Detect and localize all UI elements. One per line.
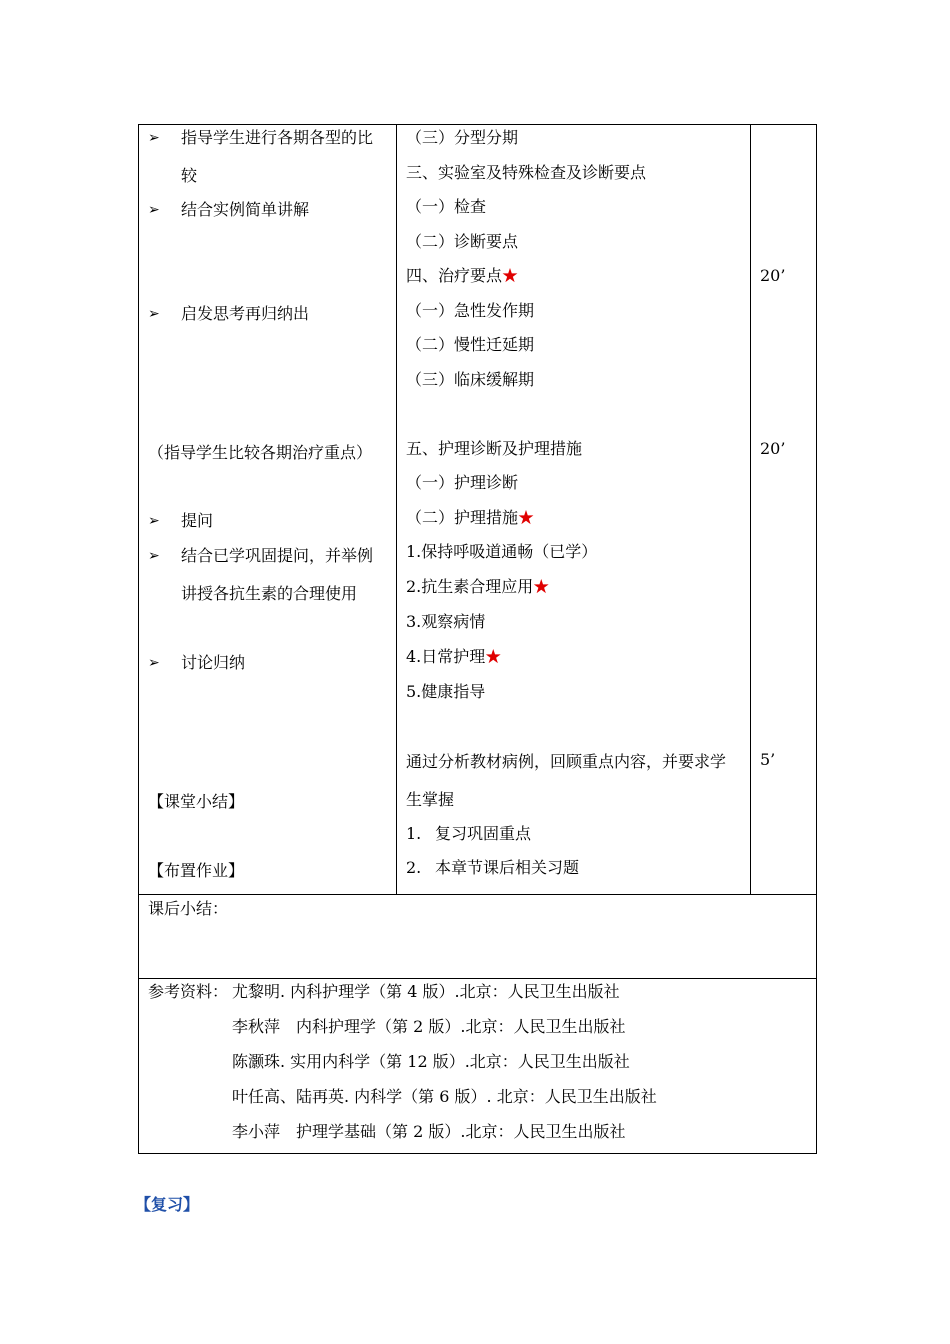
review-heading: 【复习】 [135, 1195, 200, 1214]
content-line: 5.健康指导 [406, 682, 486, 701]
content-line: 三、实验室及特殊检查及诊断要点 [406, 163, 647, 182]
summary-text: 通过分析教材病例，回顾重点内容，并要求学 [406, 752, 727, 771]
content-line-text: 4.日常护理 [406, 647, 486, 666]
bullet-icon: ➢ [148, 513, 160, 529]
reference-item: 陈灏珠. 实用内科学（第 12 版）.北京：人民卫生出版社 [232, 1052, 630, 1071]
method-item-discuss: 讨论归纳 [181, 653, 246, 672]
content-line: （一）检查 [406, 197, 487, 216]
bullet-icon: ➢ [148, 130, 160, 146]
table-border-right [816, 124, 817, 1154]
bullet-icon: ➢ [148, 548, 160, 564]
content-line: （二）诊断要点 [406, 232, 519, 251]
content-line-text: 四、治疗要点 [406, 266, 503, 285]
bullet-icon: ➢ [148, 655, 160, 671]
method-item-review-question: 结合已学巩固提问，并举例 [181, 546, 374, 565]
reference-item: 李秋萍 内科护理学（第 2 版）.北京：人民卫生出版社 [232, 1017, 626, 1036]
row-divider-2 [138, 978, 817, 979]
time-allocation: 20’ [760, 439, 786, 458]
method-item-inspire: 启发思考再归纳出 [181, 304, 310, 323]
method-item-compare-cont: 较 [181, 166, 198, 185]
content-line: （三）分型分期 [406, 128, 519, 147]
star-icon: ★ [485, 647, 502, 666]
content-line [406, 647, 501, 667]
content-line: （三）临床缓解期 [406, 370, 535, 389]
after-class-summary-label: 课后小结： [148, 899, 229, 918]
content-line-text: 2.抗生素合理应用 [406, 577, 534, 596]
method-item-example: 结合实例简单讲解 [181, 200, 310, 219]
homework-item-number: 1. [406, 824, 422, 843]
homework-item-number: 2. [406, 858, 422, 877]
column-divider-1 [396, 124, 397, 894]
table-border-bottom [138, 1153, 817, 1154]
content-line: （二）慢性迁延期 [406, 335, 535, 354]
time-allocation: 5’ [760, 750, 776, 769]
content-line: 3.观察病情 [406, 612, 486, 631]
homework-item: 本章节课后相关习题 [435, 858, 580, 877]
content-line [406, 508, 534, 528]
content-line-text: （二）护理措施 [406, 508, 519, 527]
row-divider-1 [138, 894, 817, 895]
homework-item: 复习巩固重点 [435, 824, 532, 843]
reference-item: 叶任高、陆再英. 内科学（第 6 版）. 北京：人民卫生出版社 [232, 1087, 657, 1106]
method-item-compare: 指导学生进行各期各型的比 [181, 128, 374, 147]
bullet-icon: ➢ [148, 202, 160, 218]
references-label: 参考资料： [148, 982, 229, 1001]
content-line: （一）护理诊断 [406, 473, 519, 492]
method-item-review-question-cont: 讲授各抗生素的合理使用 [181, 584, 358, 603]
content-line: 五、护理诊断及护理措施 [406, 439, 583, 458]
treatment-compare-note: （指导学生比较各期治疗重点） [148, 443, 373, 462]
method-item-question: 提问 [181, 511, 214, 530]
homework-label: 【布置作业】 [148, 861, 245, 880]
content-line [406, 577, 549, 597]
content-line: （一）急性发作期 [406, 301, 535, 320]
content-line [406, 266, 518, 286]
summary-text-cont: 生掌握 [406, 790, 455, 809]
reference-item: 尤黎明. 内科护理学（第 4 版）.北京：人民卫生出版社 [232, 982, 620, 1001]
column-divider-2 [750, 124, 751, 894]
reference-item: 李小萍 护理学基础（第 2 版）.北京：人民卫生出版社 [232, 1122, 626, 1141]
table-border-left [138, 124, 139, 1154]
star-icon: ★ [518, 508, 535, 527]
star-icon: ★ [533, 577, 550, 596]
star-icon: ★ [502, 266, 519, 285]
bullet-icon: ➢ [148, 306, 160, 322]
class-summary-label: 【课堂小结】 [148, 792, 245, 811]
content-line: 1.保持呼吸道通畅（已学） [406, 542, 598, 561]
time-allocation: 20’ [760, 266, 786, 285]
table-border-top [138, 124, 817, 125]
